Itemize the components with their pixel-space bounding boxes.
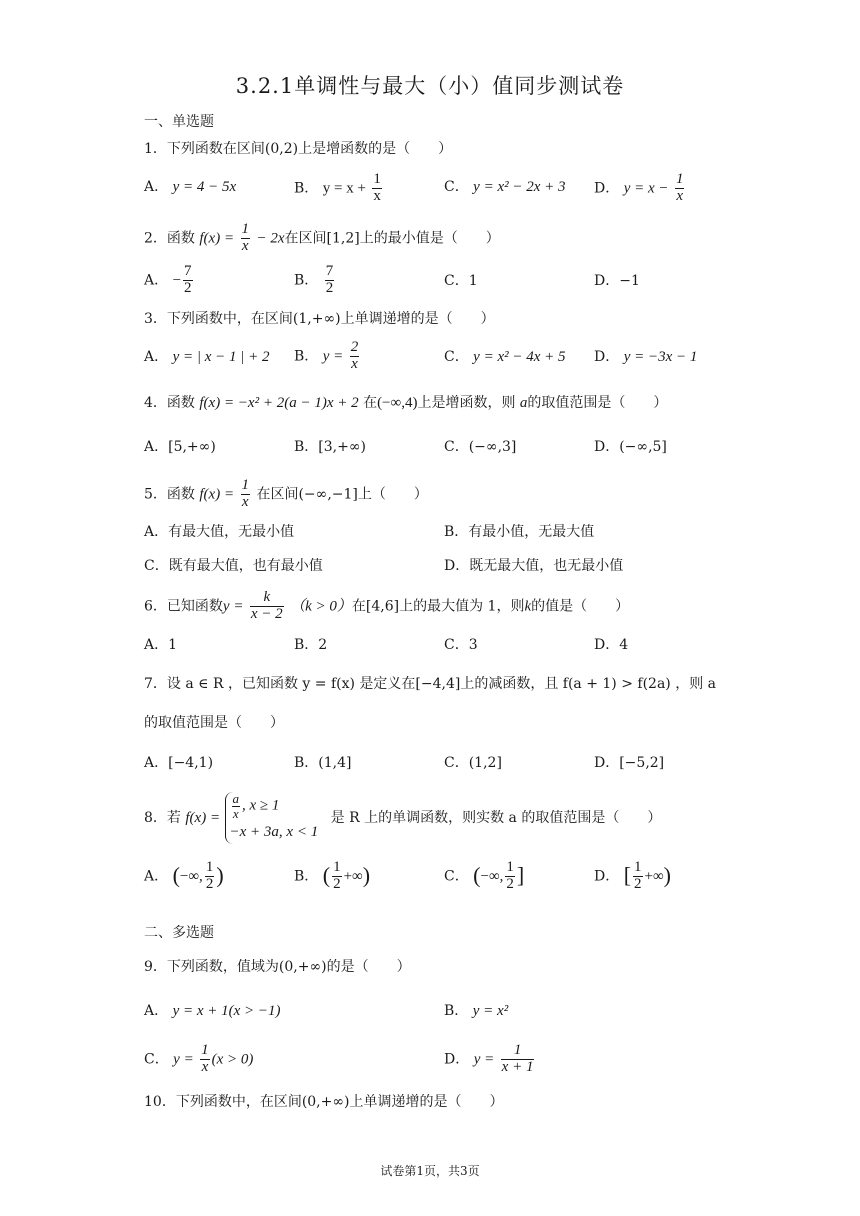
question-4: 4．函数 f(x) = −x² + 2(a − 1)x + 2 在(−∞,4)上是增函数，则 a的取值范围是（ ）: [144, 395, 668, 411]
question-3: 3．下列函数中，在区间(1,+∞)上单调递增的是（ ）: [144, 311, 495, 327]
question-1: 1．下列函数在区间(0,2)上是增函数的是（ ）: [144, 141, 453, 157]
q8-option-a: A． (−∞, $\frac{1}{2}$ ): [144, 859, 224, 892]
q4-option-d: D．(−∞,5]: [594, 439, 667, 455]
page-footer: 试卷第1页，共3页: [380, 1164, 480, 1178]
q5-option-b: B．有最小值，无最大值: [444, 524, 595, 540]
question-10: 10．下列函数中，在区间(0,+∞)上单调递增的是（ ）: [144, 1094, 504, 1110]
q7-option-a: A．[−4,1): [144, 755, 214, 771]
fraction: $\frac{1}{x}$: [241, 221, 250, 254]
q7-option-b: B．(1,4]: [294, 755, 352, 771]
q9-option-d: D． y = $\frac{1}{x + 1}$: [444, 1042, 534, 1075]
fraction: $\frac{a}{x}$: [232, 791, 240, 821]
question-7-line-1: 7．设 a ∈ R ，已知函数 y = f(x) 是定义在[−4,4]上的减函数，且 f(a + 1) > f(2a) ，则 a: [144, 676, 716, 692]
question-9: 9．下列函数，值域为(0,+∞)的是（ ）: [144, 959, 411, 975]
q7-option-d: D．[−5,2]: [594, 755, 665, 771]
q9-option-c: C． y = $\frac{1}{x}$ (x > 0): [144, 1042, 254, 1075]
q1-option-d: D． y = x − $\frac{1}{x}$: [594, 171, 684, 204]
q2-option-d: D．−1: [594, 273, 640, 289]
question-8: 8．若 f(x) = $\frac{a}{x}$ , x ≥ 1 −x + 3a, x < 1 是 R 上的单调函数，则实数 a 的取值范围是（ ）: [144, 792, 661, 844]
q6-option-c: C．3: [444, 637, 478, 653]
fraction: $\frac{7}{2}$: [325, 263, 334, 296]
q5-option-a: A．有最大值，无最小值: [144, 524, 295, 540]
q8-option-c: C． (−∞, $\frac{1}{2}$ ]: [444, 859, 525, 892]
q8-option-b: B． ( $\frac{1}{2}$ +∞): [294, 859, 371, 892]
fraction: $\frac{k}{x - 2}$: [250, 589, 283, 622]
fraction: $\frac{1}{2}$: [506, 859, 514, 892]
fraction: $\frac{7}{2}$: [184, 263, 192, 296]
q9-option-b: B． y = x²: [444, 1003, 509, 1019]
q5-option-c: C．既有最大值，也有最小值: [144, 558, 323, 574]
fraction: $\frac{1}{x}$: [675, 171, 684, 204]
q6-option-b: B．2: [294, 637, 328, 653]
question-5: 5．函数 f(x) = $\frac{1}{x}$ 在区间(−∞,−1]上（ ）: [144, 477, 428, 510]
question-2: 2．函数 f(x) = $\frac{1}{x}$ − 2x在区间[1,2]上的最小值是（ ）: [144, 221, 500, 254]
q1-option-b: B． y = x + $\frac{1}{x}$: [294, 171, 381, 204]
section-heading-single: 一、单选题: [144, 114, 214, 130]
q3-option-a: A． y = | x − 1 | + 2: [144, 349, 270, 365]
q2-option-a: A． − $\frac{7}{2}$: [144, 263, 192, 296]
q4-option-c: C．(−∞,3]: [444, 439, 517, 455]
q3-option-c: C． y = x² − 4x + 5: [444, 349, 566, 365]
q1-option-c: C． y = x² − 2x + 3: [444, 179, 566, 195]
q2-option-b: B． $\frac{7}{2}$: [294, 263, 334, 296]
q4-option-a: A．[5,+∞): [144, 439, 216, 455]
fraction: $\frac{1}{x}$: [241, 477, 250, 510]
q9-option-a: A． y = x + 1(x > −1): [144, 1003, 281, 1019]
q2-option-c: C．1: [444, 273, 478, 289]
q6-option-d: D．4: [594, 637, 629, 653]
q6-option-a: A．1: [144, 637, 178, 653]
question-7-line-2: 的取值范围是（ ）: [144, 715, 284, 731]
question-6: 6．已知函数y = $\frac{k}{x - 2}$ （k > 0）在[4,6]上的最大值为 1，则k的值是（ ）: [144, 589, 630, 622]
page-title: 3.2.1单调性与最大（小）值同步测试卷: [235, 74, 625, 98]
q3-option-b: B． y = $\frac{2}{x}$: [294, 339, 359, 372]
q3-option-d: D． y = −3x − 1: [594, 349, 698, 365]
fraction: $\frac{1}{2}$: [634, 859, 642, 892]
fraction: $\frac{1}{x}$: [201, 1042, 209, 1075]
section-heading-multi: 二、多选题: [144, 925, 214, 941]
q4-option-b: B．[3,+∞): [294, 439, 366, 455]
fraction: $\frac{1}{2}$: [333, 859, 341, 892]
fraction: $\frac{1}{x}$: [373, 171, 381, 204]
fraction: $\frac{2}{x}$: [350, 339, 359, 372]
q1-option-a: A． y = 4 − 5x: [144, 179, 237, 195]
piecewise-brace: $\frac{a}{x}$ , x ≥ 1 −x + 3a, x < 1: [225, 792, 319, 844]
fraction: $\frac{1}{2}$: [205, 859, 214, 892]
q7-option-c: C．(1,2]: [444, 755, 502, 771]
q5-option-d: D．既无最大值，也无最小值: [444, 558, 624, 574]
q8-option-d: D． [ $\frac{1}{2}$ +∞): [594, 859, 671, 892]
fraction: $\frac{1}{x + 1}$: [501, 1042, 534, 1075]
